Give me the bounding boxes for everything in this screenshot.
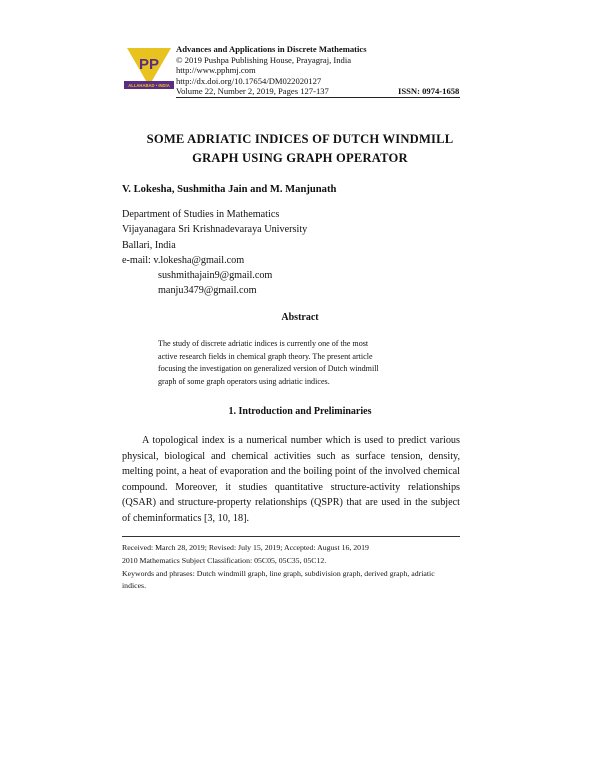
footnote-divider: [122, 536, 460, 537]
journal-name: Advances and Applications in Discrete Mathematics: [176, 44, 367, 54]
dates-line: Received: March 28, 2019; Revised: July 15, 2019; Accepted: August 16, 2019: [122, 543, 369, 552]
doi-link[interactable]: http://dx.doi.org/10.17654/DM022020127: [176, 75, 322, 86]
email-2[interactable]: sushmithajain9@gmail.com: [158, 270, 273, 281]
footnotes: [122, 541, 460, 591]
header-divider: [176, 97, 460, 98]
abstract-line: focusing the investigation on generalized version of Dutch windmill: [158, 364, 379, 374]
volume-info: Volume 22, Number 2, 2019, Pages 127-137: [176, 86, 329, 97]
keywords-line: Keywords and phrases: Dutch windmill graph, line graph, subdivision graph, derived graph, adriatic indices.: [122, 569, 435, 590]
title-line-2: GRAPH USING GRAPH OPERATOR: [192, 151, 408, 165]
logo-letters: PP: [138, 56, 160, 73]
university: Vijayanagara Sri Krishnadevaraya University: [122, 224, 308, 236]
city: Ballari, India: [122, 239, 176, 251]
paper-title: [110, 130, 490, 168]
abstract-text: [158, 338, 454, 388]
section-heading: 1. Introduction and Preliminaries: [228, 406, 372, 417]
author-list: V. Lokesha, Sushmitha Jain and M. Manjunath: [122, 184, 337, 195]
issn: ISSN: 0974-1658: [398, 86, 460, 96]
publisher-logo: [124, 46, 174, 96]
abstract-line: graph of some graph operators using adriatic indices.: [158, 376, 330, 386]
msc-line: 2010 Mathematics Subject Classification: 05C05, 05C35, 05C12.: [122, 556, 327, 565]
email-3[interactable]: manju3479@gmail.com: [158, 285, 257, 297]
department: Department of Studies in Mathematics: [122, 209, 280, 220]
additional-emails: [158, 268, 272, 299]
abstract-heading: Abstract: [281, 312, 319, 323]
intro-paragraph: A topological index is a numerical number which is used to predict various physical, biological and chemical activities such as surface tension, density, melting point, a heat of evaporation and the boiling point of the involved chemical compound. Moreover, it studies quantitative structure-activity relationships (QSAR) and structure-property relationships (QSPR) that are used in the subject of cheminformatics [3, 10, 18].: [122, 435, 460, 524]
affiliation: [122, 207, 307, 268]
logo-banner-text: ALLAHABAD • INDIA: [128, 83, 170, 88]
title-line-1: SOME ADRIATIC INDICES OF DUTCH WINDMILL: [146, 132, 454, 146]
publisher-url[interactable]: http://www.pphmj.com: [176, 65, 256, 76]
abstract-line: The study of discrete adriatic indices is currently one of the most: [158, 339, 369, 348]
copyright-line: © 2019 Pushpa Publishing House, Prayagraj, India: [176, 54, 352, 65]
abstract-line: active research fields in chemical graph theory. The present article: [158, 351, 373, 361]
email-1[interactable]: e-mail: v.lokesha@gmail.com: [122, 254, 245, 266]
